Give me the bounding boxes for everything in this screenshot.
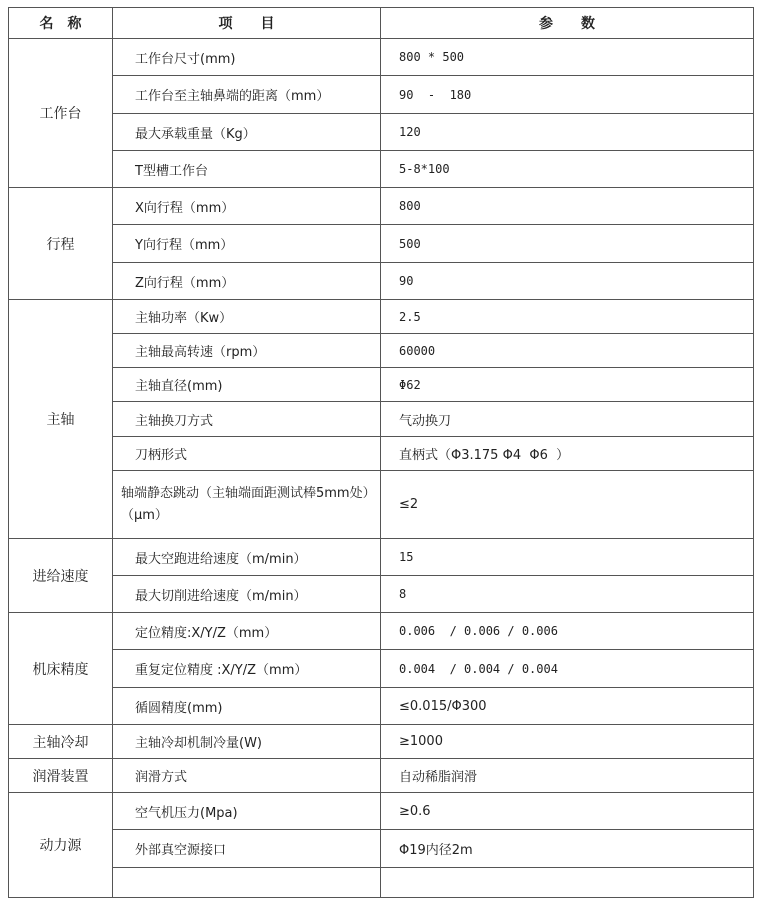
item-value: ≤2 [381, 471, 754, 539]
table-row [9, 437, 754, 471]
item-label: 工作台尺寸(mm) [113, 39, 381, 76]
table-row [9, 151, 754, 188]
table-row [9, 868, 754, 898]
table-row [9, 76, 754, 114]
item-label: Y向行程（mm） [113, 225, 381, 263]
item-value: 800 [381, 188, 754, 225]
item-label: 外部真空源接口 [113, 830, 381, 868]
table-row [9, 300, 754, 334]
item-value: 气动换刀 [381, 402, 754, 437]
item-value: 自动稀脂润滑 [381, 759, 754, 793]
item-label: 重复定位精度 :X/Y/Z（mm） [113, 650, 381, 688]
item-value: 90 - 180 [381, 76, 754, 114]
item-value: ≤0.015/Φ300 [381, 688, 754, 725]
category-spindle: 主轴 [9, 300, 113, 539]
category-travel: 行程 [9, 188, 113, 300]
item-label: 轴端静态跳动（主轴端面距测试棒5mm处） （μm） [113, 471, 381, 539]
item-label: 润滑方式 [113, 759, 381, 793]
header-name: 名 称 [9, 8, 113, 39]
item-label: 最大切削进给速度（m/min） [113, 576, 381, 613]
table-row [9, 471, 754, 539]
table-row [9, 793, 754, 830]
item-label: X向行程（mm） [113, 188, 381, 225]
item-label: T型槽工作台 [113, 151, 381, 188]
item-value: 0.006 / 0.006 / 0.006 [381, 613, 754, 650]
item-value: ≥0.6 [381, 793, 754, 830]
item-value: 5-8*100 [381, 151, 754, 188]
item-value [381, 868, 754, 898]
item-label: 主轴直径(mm) [113, 368, 381, 402]
table-row [9, 114, 754, 151]
item-value: 120 [381, 114, 754, 151]
header-row [9, 8, 754, 39]
item-value: 8 [381, 576, 754, 613]
table-row [9, 225, 754, 263]
item-label: 最大承载重量（Kg） [113, 114, 381, 151]
item-value: 800 * 500 [381, 39, 754, 76]
header-item: 项 目 [113, 8, 381, 39]
item-label: 循圆精度(mm) [113, 688, 381, 725]
table-row [9, 688, 754, 725]
table-row [9, 368, 754, 402]
category-feed-speed: 进给速度 [9, 539, 113, 613]
table-row [9, 402, 754, 437]
item-value: 15 [381, 539, 754, 576]
item-value: ≥1000 [381, 725, 754, 759]
spec-table [8, 7, 754, 898]
item-value: 60000 [381, 334, 754, 368]
item-label: Z向行程（mm） [113, 263, 381, 300]
table-row [9, 263, 754, 300]
table-row [9, 650, 754, 688]
category-power-source: 动力源 [9, 793, 113, 898]
table-row [9, 613, 754, 650]
table-row [9, 725, 754, 759]
header-param: 参 数 [381, 8, 754, 39]
table-row [9, 830, 754, 868]
table-row [9, 334, 754, 368]
item-label: 刀柄形式 [113, 437, 381, 471]
item-label: 空气机压力(Mpa) [113, 793, 381, 830]
table-row [9, 188, 754, 225]
item-label: 定位精度:X/Y/Z（mm） [113, 613, 381, 650]
item-value: 2.5 [381, 300, 754, 334]
item-value: 0.004 / 0.004 / 0.004 [381, 650, 754, 688]
category-workbench: 工作台 [9, 39, 113, 188]
item-value: Φ19内径2m [381, 830, 754, 868]
item-label: 主轴换刀方式 [113, 402, 381, 437]
item-label: 主轴冷却机制冷量(W) [113, 725, 381, 759]
item-value: 90 [381, 263, 754, 300]
item-value: 500 [381, 225, 754, 263]
item-label: 主轴最高转速（rpm） [113, 334, 381, 368]
item-label [113, 868, 381, 898]
category-machine-accuracy: 机床精度 [9, 613, 113, 725]
table-row [9, 759, 754, 793]
table-row [9, 39, 754, 76]
item-label: 最大空跑进给速度（m/min） [113, 539, 381, 576]
item-label: 主轴功率（Kw） [113, 300, 381, 334]
item-value: Φ62 [381, 368, 754, 402]
item-label: 工作台至主轴鼻端的距离（mm） [113, 76, 381, 114]
table-row [9, 539, 754, 576]
category-spindle-cooling: 主轴冷却 [9, 725, 113, 759]
category-lubrication: 润滑装置 [9, 759, 113, 793]
item-value: 直柄式（Φ3.175 Φ4 Φ6 ） [381, 437, 754, 471]
table-row [9, 576, 754, 613]
